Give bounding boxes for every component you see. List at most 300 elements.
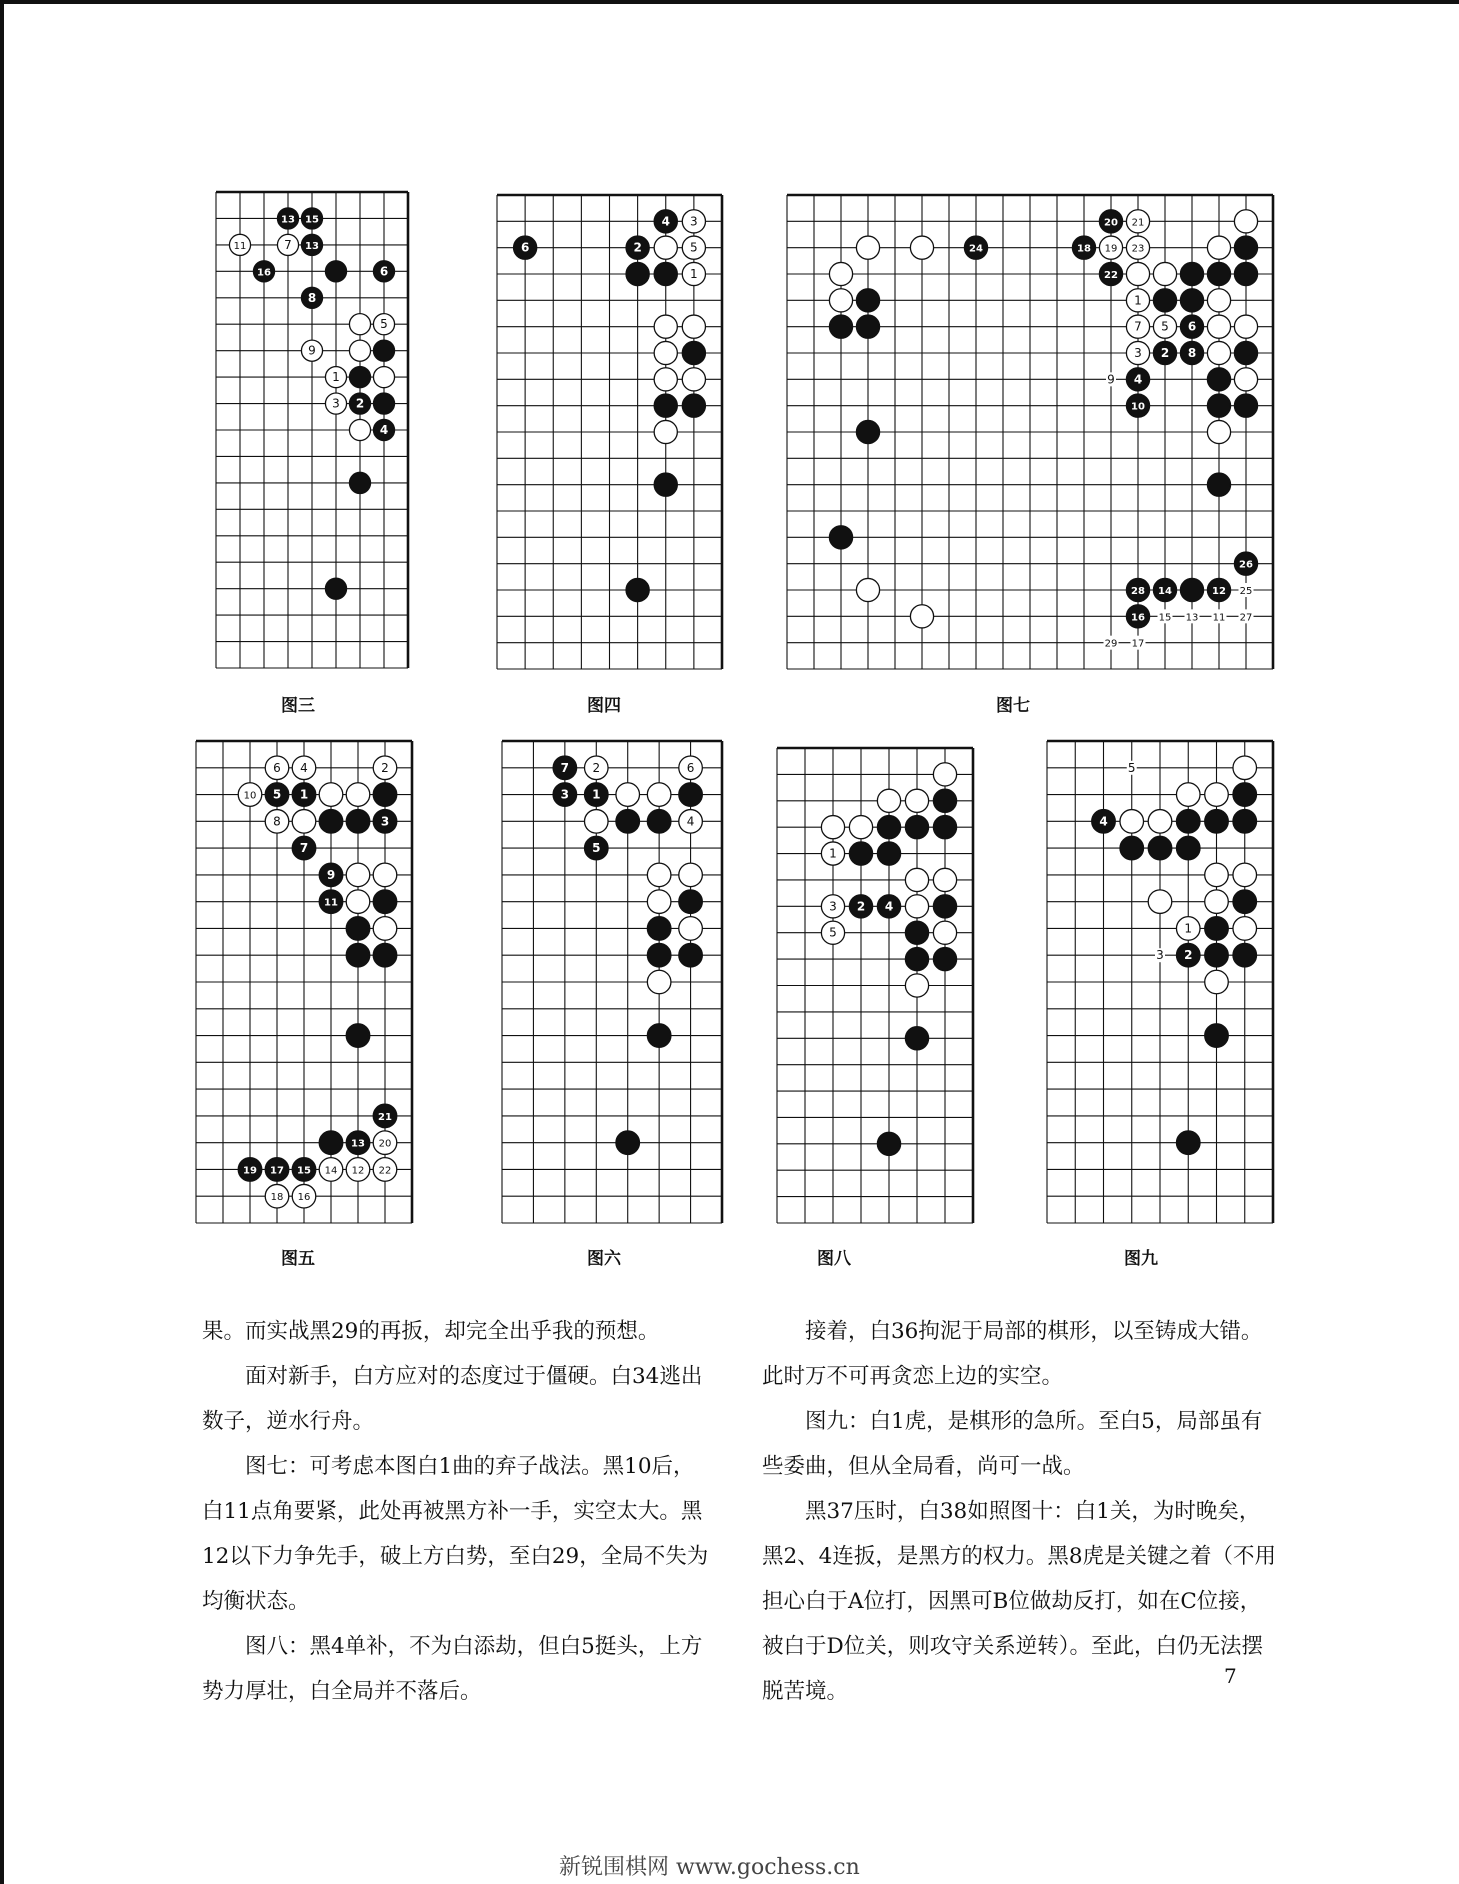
black-stone bbox=[301, 234, 322, 255]
white-stone bbox=[265, 1184, 289, 1208]
black-stone bbox=[346, 917, 370, 941]
page-number: 7 bbox=[1224, 1664, 1237, 1688]
white-stone bbox=[821, 842, 844, 865]
svg-text:20: 20 bbox=[378, 1138, 392, 1150]
go-board bbox=[773, 744, 977, 1229]
black-stone bbox=[1234, 341, 1257, 364]
svg-text:24: 24 bbox=[969, 243, 983, 255]
black-stone bbox=[301, 287, 322, 308]
svg-text:12: 12 bbox=[1212, 586, 1226, 597]
svg-text:18: 18 bbox=[1077, 243, 1091, 255]
svg-text:4: 4 bbox=[884, 899, 894, 914]
white-stone bbox=[910, 236, 933, 259]
black-stone bbox=[1205, 1024, 1229, 1048]
white-stone bbox=[647, 970, 671, 994]
black-stone bbox=[849, 842, 872, 865]
white-stone bbox=[1233, 917, 1257, 941]
svg-text:5: 5 bbox=[1127, 760, 1136, 775]
black-stone bbox=[585, 783, 609, 807]
svg-text:2: 2 bbox=[1160, 346, 1170, 360]
svg-text:11: 11 bbox=[233, 240, 247, 252]
move-label bbox=[1106, 372, 1116, 386]
svg-text:3: 3 bbox=[560, 787, 570, 802]
black-stone bbox=[319, 1131, 343, 1155]
black-stone bbox=[253, 261, 274, 282]
white-stone bbox=[1148, 890, 1172, 914]
black-stone bbox=[856, 315, 879, 338]
black-stone bbox=[1233, 783, 1257, 807]
white-stone bbox=[349, 314, 370, 335]
diagram-4 bbox=[493, 191, 726, 675]
svg-text:23: 23 bbox=[1131, 243, 1145, 255]
black-stone bbox=[1099, 210, 1122, 233]
white-stone bbox=[1233, 756, 1257, 780]
svg-text:6: 6 bbox=[686, 760, 695, 775]
black-stone bbox=[553, 783, 577, 807]
white-stone bbox=[373, 863, 397, 887]
go-board bbox=[783, 191, 1277, 675]
white-stone bbox=[821, 895, 844, 918]
svg-text:26: 26 bbox=[1239, 559, 1253, 571]
black-stone bbox=[265, 783, 289, 807]
white-stone bbox=[1099, 236, 1122, 259]
move-label bbox=[1185, 609, 1200, 623]
move-label bbox=[1155, 948, 1165, 962]
black-stone bbox=[849, 895, 872, 918]
white-stone bbox=[1126, 341, 1149, 364]
black-stone bbox=[856, 420, 879, 443]
black-stone bbox=[829, 315, 852, 338]
white-stone bbox=[373, 1158, 397, 1182]
white-stone bbox=[319, 783, 343, 807]
white-stone bbox=[654, 315, 677, 338]
diagram-3 bbox=[212, 187, 412, 673]
black-stone bbox=[1207, 578, 1230, 601]
caption-diagram-3: 图三 bbox=[281, 696, 315, 716]
svg-text:2: 2 bbox=[381, 760, 389, 775]
black-stone bbox=[1072, 236, 1095, 259]
svg-text:14: 14 bbox=[1158, 586, 1172, 597]
black-stone bbox=[1176, 836, 1200, 860]
text-column-right bbox=[762, 1309, 1277, 1714]
black-stone bbox=[292, 783, 316, 807]
black-stone bbox=[1205, 943, 1229, 967]
black-stone bbox=[877, 1132, 900, 1155]
black-stone bbox=[1099, 262, 1122, 285]
white-stone bbox=[821, 921, 844, 944]
black-stone bbox=[679, 943, 703, 967]
black-stone bbox=[626, 236, 649, 259]
white-stone bbox=[829, 262, 852, 285]
svg-text:2: 2 bbox=[1184, 948, 1193, 963]
white-stone bbox=[654, 236, 677, 259]
black-stone bbox=[373, 340, 394, 361]
svg-text:21: 21 bbox=[1131, 217, 1145, 229]
black-stone bbox=[856, 289, 879, 312]
white-stone bbox=[933, 763, 956, 786]
svg-text:13: 13 bbox=[281, 214, 295, 226]
black-stone bbox=[964, 236, 987, 259]
white-stone bbox=[682, 262, 705, 285]
svg-text:7: 7 bbox=[1134, 319, 1142, 334]
white-stone bbox=[373, 314, 394, 335]
white-stone bbox=[1120, 810, 1144, 834]
white-stone bbox=[679, 810, 703, 834]
white-stone bbox=[933, 921, 956, 944]
black-stone bbox=[626, 262, 649, 285]
black-stone bbox=[265, 1158, 289, 1182]
black-stone bbox=[682, 394, 705, 417]
black-stone bbox=[647, 1024, 671, 1048]
svg-text:13: 13 bbox=[351, 1138, 365, 1150]
white-stone bbox=[933, 868, 956, 891]
caption-diagram-7: 图七 bbox=[996, 696, 1030, 716]
white-stone bbox=[1153, 315, 1176, 338]
paragraph: 图七：可考虑本图白1曲的弃子战法。黑10后，白11点角要紧，此处再被黑方补一手，实空太大。黑12以下力争先手，破上方白势，至白29，全局不失为均衡状态。 bbox=[202, 1454, 709, 1614]
svg-text:15: 15 bbox=[297, 1165, 311, 1177]
text-column-left bbox=[202, 1309, 712, 1714]
svg-text:27: 27 bbox=[1239, 612, 1253, 624]
black-stone bbox=[679, 890, 703, 914]
paragraph: 果。而实战黑29的再扳，却完全出乎我的预想。 bbox=[202, 1319, 660, 1344]
black-stone bbox=[1126, 368, 1149, 391]
white-stone bbox=[373, 756, 397, 780]
svg-text:3: 3 bbox=[1134, 346, 1142, 360]
svg-text:2: 2 bbox=[592, 760, 601, 775]
white-stone bbox=[905, 974, 928, 997]
black-stone bbox=[349, 393, 370, 414]
black-stone bbox=[373, 783, 397, 807]
svg-text:9: 9 bbox=[1107, 372, 1115, 387]
svg-text:6: 6 bbox=[520, 240, 530, 255]
svg-text:9: 9 bbox=[308, 343, 316, 358]
svg-text:7: 7 bbox=[284, 237, 292, 252]
black-stone bbox=[654, 473, 677, 496]
white-stone bbox=[265, 810, 289, 834]
white-stone bbox=[1176, 783, 1200, 807]
white-stone bbox=[616, 783, 640, 807]
white-stone bbox=[647, 783, 671, 807]
caption-diagram-8: 图八 bbox=[817, 1249, 851, 1269]
black-stone bbox=[654, 210, 677, 233]
white-stone bbox=[301, 340, 322, 361]
black-stone bbox=[346, 943, 370, 967]
caption-diagram-9: 图九 bbox=[1124, 1249, 1158, 1269]
black-stone bbox=[933, 895, 956, 918]
white-stone bbox=[1205, 890, 1229, 914]
svg-text:2: 2 bbox=[633, 240, 642, 255]
white-stone bbox=[849, 816, 872, 839]
svg-text:6: 6 bbox=[273, 760, 281, 775]
white-stone bbox=[1207, 315, 1230, 338]
black-stone bbox=[829, 526, 852, 549]
black-stone bbox=[905, 948, 928, 971]
paragraph: 面对新手，白方应对的态度过于僵硬。白34逃出数子，逆水行舟。 bbox=[202, 1364, 703, 1434]
black-stone bbox=[349, 472, 370, 493]
svg-text:22: 22 bbox=[1104, 270, 1118, 281]
svg-text:4: 4 bbox=[379, 423, 389, 437]
svg-text:5: 5 bbox=[1161, 319, 1169, 334]
black-stone bbox=[877, 842, 900, 865]
black-stone bbox=[679, 783, 703, 807]
black-stone bbox=[1233, 810, 1257, 834]
black-stone bbox=[1180, 289, 1203, 312]
black-stone bbox=[301, 208, 322, 229]
white-stone bbox=[1153, 262, 1176, 285]
svg-text:5: 5 bbox=[380, 317, 388, 332]
white-stone bbox=[265, 756, 289, 780]
go-board bbox=[212, 187, 412, 673]
black-stone bbox=[373, 810, 397, 834]
white-stone bbox=[877, 789, 900, 812]
white-stone bbox=[1234, 315, 1257, 338]
white-stone bbox=[821, 816, 844, 839]
svg-text:16: 16 bbox=[257, 267, 271, 279]
svg-text:17: 17 bbox=[270, 1165, 284, 1177]
diagram-7 bbox=[783, 191, 1277, 675]
black-stone bbox=[325, 578, 346, 599]
black-stone bbox=[647, 943, 671, 967]
black-stone bbox=[1176, 810, 1200, 834]
black-stone bbox=[238, 1158, 262, 1182]
black-stone bbox=[933, 816, 956, 839]
black-stone bbox=[319, 863, 343, 887]
svg-text:1: 1 bbox=[690, 267, 698, 281]
svg-text:1: 1 bbox=[299, 787, 309, 802]
black-stone bbox=[346, 810, 370, 834]
svg-text:9: 9 bbox=[326, 867, 336, 882]
white-stone bbox=[238, 783, 262, 807]
svg-text:11: 11 bbox=[324, 897, 338, 909]
black-stone bbox=[1126, 605, 1149, 628]
go-board bbox=[192, 737, 416, 1229]
white-stone bbox=[325, 367, 346, 388]
white-stone bbox=[1205, 863, 1229, 887]
svg-text:8: 8 bbox=[273, 814, 281, 829]
svg-text:14: 14 bbox=[324, 1165, 338, 1177]
black-stone bbox=[373, 261, 394, 282]
white-stone bbox=[277, 234, 298, 255]
black-stone bbox=[1233, 890, 1257, 914]
white-stone bbox=[585, 810, 609, 834]
black-stone bbox=[292, 1158, 316, 1182]
svg-text:13: 13 bbox=[305, 240, 319, 252]
black-stone bbox=[373, 890, 397, 914]
svg-text:5: 5 bbox=[272, 787, 282, 802]
svg-text:4: 4 bbox=[661, 214, 670, 229]
svg-text:4: 4 bbox=[686, 814, 695, 829]
white-stone bbox=[292, 1184, 316, 1208]
black-stone bbox=[1176, 943, 1200, 967]
svg-text:5: 5 bbox=[592, 841, 601, 856]
black-stone bbox=[905, 1027, 928, 1050]
go-board bbox=[1043, 737, 1277, 1229]
white-stone bbox=[682, 368, 705, 391]
white-stone bbox=[292, 810, 316, 834]
white-stone bbox=[1205, 970, 1229, 994]
black-stone bbox=[905, 816, 928, 839]
svg-text:8: 8 bbox=[307, 290, 317, 305]
black-stone bbox=[1205, 810, 1229, 834]
black-stone bbox=[1180, 341, 1203, 364]
svg-text:3: 3 bbox=[1156, 948, 1164, 963]
site-watermark: 新锐围棋网 www.gochess.cn bbox=[559, 1855, 860, 1880]
white-stone bbox=[1207, 236, 1230, 259]
white-stone bbox=[1126, 262, 1149, 285]
svg-text:16: 16 bbox=[1131, 612, 1145, 624]
svg-text:1: 1 bbox=[1134, 293, 1142, 308]
white-stone bbox=[1148, 810, 1172, 834]
white-stone bbox=[856, 236, 879, 259]
white-stone bbox=[346, 783, 370, 807]
svg-text:12: 12 bbox=[351, 1165, 365, 1177]
svg-text:3: 3 bbox=[380, 814, 390, 829]
svg-text:21: 21 bbox=[378, 1111, 392, 1123]
svg-text:19: 19 bbox=[1104, 243, 1118, 255]
white-stone bbox=[1234, 368, 1257, 391]
black-stone bbox=[585, 836, 609, 860]
white-stone bbox=[1176, 917, 1200, 941]
black-stone bbox=[319, 810, 343, 834]
black-stone bbox=[682, 341, 705, 364]
svg-text:2: 2 bbox=[355, 396, 365, 411]
white-stone bbox=[647, 863, 671, 887]
white-stone bbox=[647, 890, 671, 914]
black-stone bbox=[1234, 262, 1257, 285]
paragraph: 黑37压时，白38如照图十：白1关，为时晚矣，黑2、4连扳，是黑方的权力。黑8虎是关键之着（不用担心白于A位打，因黑可B位做劫反打，如在C位接，被白于D位关，则攻守关系逆转）。至此，白仍无法摆脱苦境。 bbox=[762, 1499, 1277, 1704]
svg-text:10: 10 bbox=[243, 790, 257, 802]
black-stone bbox=[1207, 394, 1230, 417]
diagram-8 bbox=[773, 744, 977, 1229]
svg-text:19: 19 bbox=[243, 1165, 257, 1177]
caption-diagram-4: 图四 bbox=[587, 696, 621, 716]
white-stone bbox=[373, 917, 397, 941]
white-stone bbox=[682, 236, 705, 259]
white-stone bbox=[1205, 783, 1229, 807]
black-stone bbox=[647, 917, 671, 941]
move-label bbox=[1131, 636, 1146, 650]
black-stone bbox=[877, 895, 900, 918]
svg-text:10: 10 bbox=[1131, 401, 1145, 413]
go-board bbox=[498, 737, 726, 1229]
svg-text:1: 1 bbox=[1184, 921, 1193, 936]
white-stone bbox=[349, 340, 370, 361]
svg-text:15: 15 bbox=[1158, 612, 1172, 624]
svg-text:25: 25 bbox=[1239, 586, 1253, 597]
svg-text:4: 4 bbox=[1099, 814, 1108, 829]
white-stone bbox=[373, 367, 394, 388]
white-stone bbox=[682, 210, 705, 233]
black-stone bbox=[277, 208, 298, 229]
black-stone bbox=[1153, 289, 1176, 312]
white-stone bbox=[1126, 289, 1149, 312]
black-stone bbox=[1207, 262, 1230, 285]
white-stone bbox=[679, 756, 703, 780]
white-stone bbox=[1207, 420, 1230, 443]
black-stone bbox=[626, 578, 649, 601]
svg-text:4: 4 bbox=[300, 760, 308, 775]
white-stone bbox=[229, 234, 250, 255]
black-stone bbox=[373, 393, 394, 414]
black-stone bbox=[1234, 394, 1257, 417]
go-board bbox=[493, 191, 726, 675]
move-label bbox=[1158, 609, 1173, 623]
black-stone bbox=[373, 1104, 397, 1128]
move-label bbox=[1127, 761, 1137, 775]
white-stone bbox=[319, 1158, 343, 1182]
svg-text:16: 16 bbox=[297, 1192, 311, 1204]
white-stone bbox=[1126, 236, 1149, 259]
svg-text:1: 1 bbox=[829, 846, 837, 861]
svg-text:8: 8 bbox=[1187, 346, 1197, 360]
white-stone bbox=[829, 289, 852, 312]
svg-text:7: 7 bbox=[560, 760, 570, 775]
svg-text:3: 3 bbox=[829, 899, 837, 914]
white-stone bbox=[905, 895, 928, 918]
svg-text:17: 17 bbox=[1131, 638, 1145, 650]
black-stone bbox=[319, 890, 343, 914]
white-stone bbox=[346, 863, 370, 887]
svg-text:11: 11 bbox=[1212, 612, 1226, 624]
black-stone bbox=[1233, 943, 1257, 967]
white-stone bbox=[1207, 341, 1230, 364]
black-stone bbox=[1176, 1131, 1200, 1155]
black-stone bbox=[905, 921, 928, 944]
white-stone bbox=[654, 368, 677, 391]
black-stone bbox=[1234, 236, 1257, 259]
white-stone bbox=[905, 789, 928, 812]
black-stone bbox=[1180, 262, 1203, 285]
black-stone bbox=[877, 816, 900, 839]
black-stone bbox=[654, 394, 677, 417]
black-stone bbox=[1092, 810, 1116, 834]
black-stone bbox=[1207, 368, 1230, 391]
svg-text:5: 5 bbox=[690, 240, 698, 255]
black-stone bbox=[349, 367, 370, 388]
svg-text:3: 3 bbox=[332, 396, 340, 411]
white-stone bbox=[1126, 210, 1149, 233]
black-stone bbox=[933, 789, 956, 812]
white-stone bbox=[1126, 315, 1149, 338]
black-stone bbox=[1120, 836, 1144, 860]
white-stone bbox=[346, 1158, 370, 1182]
white-stone bbox=[654, 420, 677, 443]
white-stone bbox=[679, 917, 703, 941]
white-stone bbox=[679, 863, 703, 887]
white-stone bbox=[682, 315, 705, 338]
move-label bbox=[1239, 583, 1254, 597]
white-stone bbox=[325, 393, 346, 414]
black-stone bbox=[1153, 578, 1176, 601]
black-stone bbox=[654, 262, 677, 285]
svg-text:15: 15 bbox=[305, 214, 319, 226]
black-stone bbox=[933, 948, 956, 971]
black-stone bbox=[1126, 578, 1149, 601]
white-stone bbox=[910, 605, 933, 628]
svg-text:3: 3 bbox=[690, 214, 698, 229]
svg-text:4: 4 bbox=[1133, 372, 1143, 387]
white-stone bbox=[654, 341, 677, 364]
white-stone bbox=[905, 868, 928, 891]
svg-text:18: 18 bbox=[270, 1192, 284, 1204]
white-stone bbox=[373, 1131, 397, 1155]
svg-text:20: 20 bbox=[1104, 217, 1118, 229]
caption-diagram-6: 图六 bbox=[587, 1249, 621, 1269]
svg-text:6: 6 bbox=[379, 264, 389, 279]
black-stone bbox=[346, 1024, 370, 1048]
svg-text:29: 29 bbox=[1104, 638, 1118, 650]
black-stone bbox=[1153, 341, 1176, 364]
